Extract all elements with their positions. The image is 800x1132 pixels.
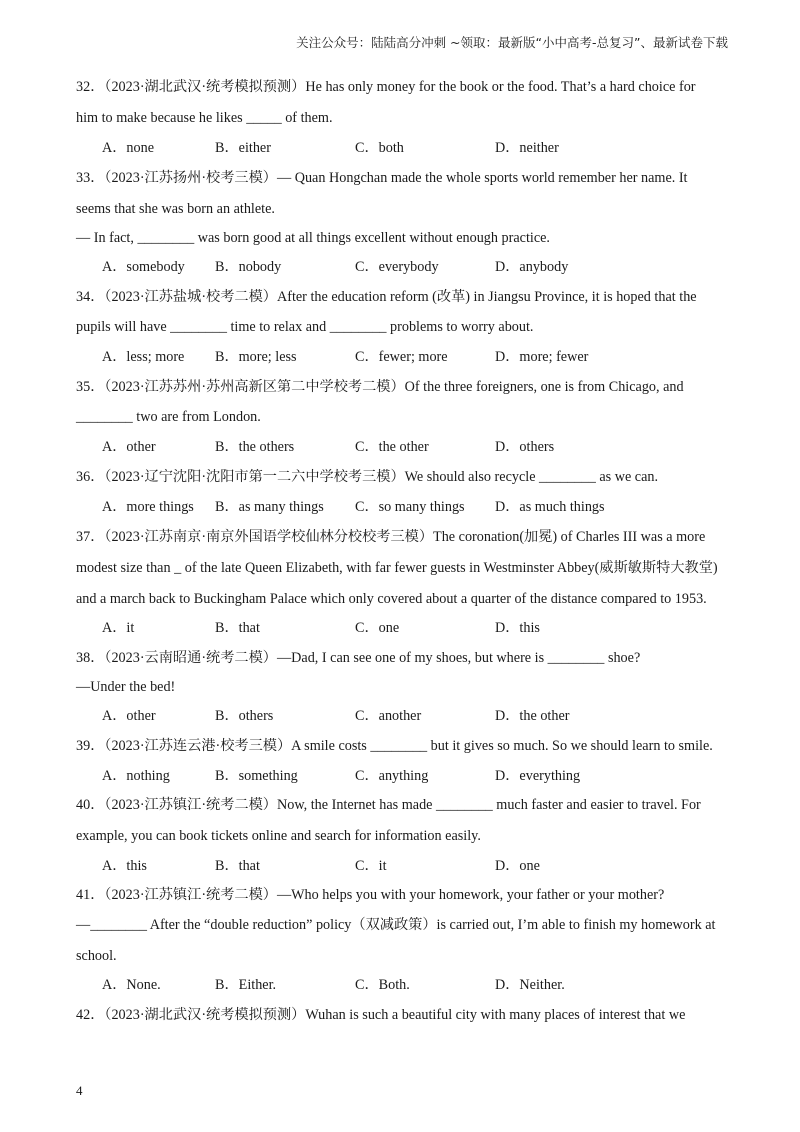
option-c: C．one <box>355 620 400 636</box>
option-d: D．anybody <box>495 259 569 275</box>
q41-stem-line2: —________ After the “double reduction” policy（双减政策）is carried out, I’m able to finish my homework at <box>76 917 716 933</box>
option-d: D．more; fewer <box>495 349 589 365</box>
option-c: C．another <box>355 708 422 724</box>
q40-stem-line1: 40．（2023·江苏镇江·统考二模）Now, the Internet has made ________ much faster and easier to travel. For <box>76 797 701 813</box>
q33-stem-line3: — In fact, ________ was born good at all things excellent without enough practice. <box>76 230 550 246</box>
option-d: D．one <box>495 858 540 874</box>
q34-stem-line1: 34．（2023·江苏盐城·校考二模）After the education reform (改革) in Jiangsu Province, it is hoped that the <box>76 289 697 305</box>
option-b: B．either <box>215 140 271 156</box>
q40-stem-line2: example, you can book tickets online and search for information easily. <box>76 828 481 844</box>
option-d: D．as much things <box>495 499 605 515</box>
option-a: A．more things <box>102 499 194 515</box>
option-c: C．Both. <box>355 977 410 993</box>
option-a: A．other <box>102 439 156 455</box>
option-d: D．neither <box>495 140 559 156</box>
option-c: C．it <box>355 858 387 874</box>
option-a: A．less; more <box>102 349 185 365</box>
q33-stem-line2: seems that she was born an athlete. <box>76 201 275 217</box>
q37-stem-line1: 37．（2023·江苏南京·南京外国语学校仙林分校校考三模）The coronation(加冕) of Charles III was a more <box>76 529 706 545</box>
option-d: D．Neither. <box>495 977 565 993</box>
q32-stem-line1: 32．（2023·湖北武汉·统考模拟预测）He has only money for the book or the food. That’s a hard choice for <box>76 79 696 95</box>
option-d: D．everything <box>495 768 581 784</box>
q37-stem-line2: modest size than _ of the late Queen Elizabeth, with far fewer guests in Westminster Abbey(威斯敏斯特大教堂) <box>76 560 718 576</box>
option-b: B．the others <box>215 439 295 455</box>
option-b: B．Either. <box>215 977 277 993</box>
q41-stem-line1: 41．（2023·江苏镇江·统考二模）—Who helps you with your homework, your father or your mother? <box>76 887 665 903</box>
option-b: B．more; less <box>215 349 297 365</box>
option-a: A．none <box>102 140 155 156</box>
option-c: C．anything <box>355 768 429 784</box>
option-a: A．it <box>102 620 135 636</box>
page-header: 关注公众号：陆陆高分冲刺 ~领取：最新版“小中高考-总复习”、最新试卷下载 <box>296 35 728 50</box>
option-d: D．the other <box>495 708 570 724</box>
option-b: B．nobody <box>215 259 282 275</box>
q36-stem-line1: 36．（2023·辽宁沈阳·沈阳市第一二六中学校考三模）We should also recycle ________ as we can. <box>76 469 659 485</box>
option-c: C．so many things <box>355 499 465 515</box>
q37-stem-line3: and a march back to Buckingham Palace which only covered about a quarter of the distance compared to 1953. <box>76 591 707 607</box>
option-b: B．as many things <box>215 499 324 515</box>
q39-stem-line1: 39．（2023·江苏连云港·校考三模）A smile costs ________ but it gives so much. So we should learn to smile. <box>76 738 713 754</box>
q38-stem-line2: —Under the bed! <box>76 679 176 695</box>
option-c: C．the other <box>355 439 429 455</box>
option-c: C．everybody <box>355 259 439 275</box>
option-b: B．something <box>215 768 298 784</box>
option-b: B．others <box>215 708 274 724</box>
page-number: 4 <box>76 1083 83 1098</box>
q42-stem-line1: 42．（2023·湖北武汉·统考模拟预测）Wuhan is such a beautiful city with many places of interest that we <box>76 1007 686 1023</box>
option-c: C．both <box>355 140 404 156</box>
q35-stem-line2: ________ two are from London. <box>76 409 261 425</box>
option-a: A．nothing <box>102 768 170 784</box>
option-a: A．somebody <box>102 259 185 275</box>
q32-stem-line2: him to make because he likes _____ of them. <box>76 110 333 126</box>
q41-stem-line3: school. <box>76 948 117 964</box>
option-d: D．this <box>495 620 540 636</box>
option-b: B．that <box>215 620 260 636</box>
option-a: A．other <box>102 708 156 724</box>
option-c: C．fewer; more <box>355 349 448 365</box>
q38-stem-line1: 38．（2023·云南昭通·统考二模）—Dad, I can see one of my shoes, but where is ________ shoe? <box>76 650 641 666</box>
q33-stem-line1: 33．（2023·江苏扬州·校考三模）— Quan Hongchan made the whole sports world remember her name. It <box>76 170 688 186</box>
option-a: A．None. <box>102 977 161 993</box>
q34-stem-line2: pupils will have ________ time to relax and ________ problems to worry about. <box>76 319 534 335</box>
option-b: B．that <box>215 858 260 874</box>
option-a: A．this <box>102 858 147 874</box>
option-d: D．others <box>495 439 555 455</box>
q35-stem-line1: 35．（2023·江苏苏州·苏州高新区第二中学校考二模）Of the three foreigners, one is from Chicago, and <box>76 379 684 395</box>
